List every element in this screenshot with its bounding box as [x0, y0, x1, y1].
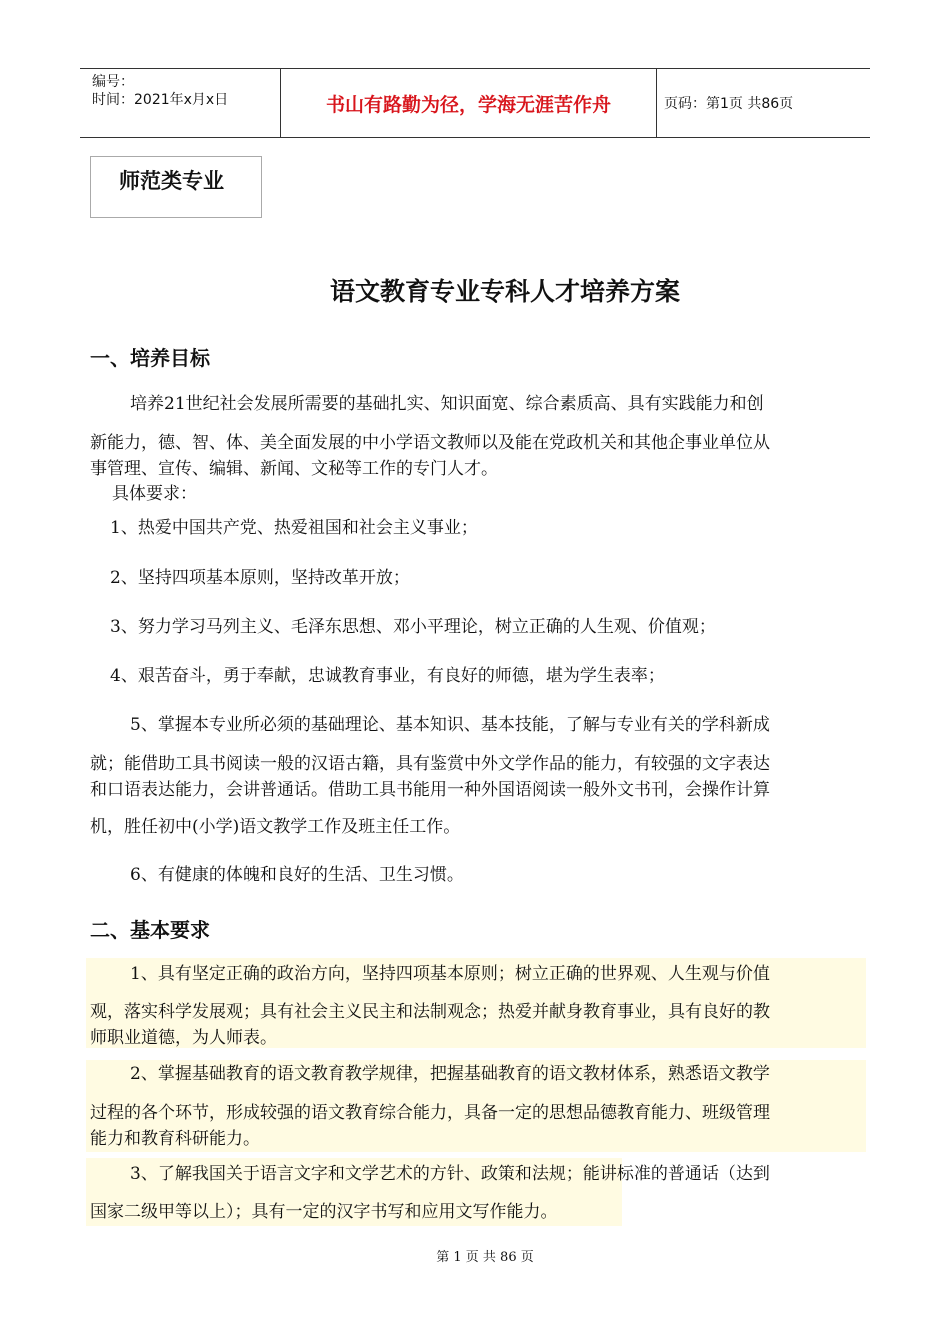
paragraph-line: 事管理、宣传、编辑、新闻、文秘等工作的专门人才。: [90, 459, 498, 479]
page-footer: 第 1 页 共 86 页: [436, 1250, 534, 1265]
paragraph-line: 新能力，德、智、体、美全面发展的中小学语文教师以及能在党政机关和其他企事业单位从: [90, 433, 770, 453]
paragraph-line: 和口语表达能力，会讲普通话。借助工具书能用一种外国语阅读一般外文书刊，会操作计算: [90, 780, 770, 800]
list-item: 1、具有坚定正确的政治方向，坚持四项基本原则；树立正确的世界观、人生观与价值: [130, 964, 770, 984]
page-info: 页码：第1页 共86页: [664, 96, 794, 112]
header-meta: [80, 69, 280, 137]
paragraph-line: 师职业道德，为人师表。: [90, 1028, 277, 1048]
document-title: 语文教育专业专科人才培养方案: [329, 277, 680, 306]
header-motto: 书山有路勤为径，学海无涯苦作舟: [325, 93, 611, 116]
section1-heading: 一、培养目标: [90, 346, 210, 370]
page-header: [80, 68, 870, 138]
paragraph-line: 就；能借助工具书阅读一般的汉语古籍，具有鉴赏中外文学作品的能力，有较强的文字表达: [90, 754, 770, 774]
list-item: 3、努力学习马列主义、毛泽东思想、邓小平理论，树立正确的人生观、价值观；: [110, 617, 716, 637]
category-box: [90, 156, 262, 218]
list-item: 1、热爱中国共产党、热爱祖国和社会主义事业；: [110, 518, 478, 538]
list-item: 3、了解我国关于语言文字和文学艺术的方针、政策和法规；能讲标准的普通话（达到: [130, 1164, 770, 1184]
paragraph-line: 过程的各个环节，形成较强的语文教育综合能力，具备一定的思想品德教育能力、班级管理: [90, 1103, 770, 1123]
time-label: 时间：2021年x月x日: [92, 92, 229, 108]
list-item: 4、艰苦奋斗，勇于奉献，忠诚教育事业，有良好的师德，堪为学生表率；: [110, 666, 665, 686]
section2-heading: 二、基本要求: [90, 918, 210, 942]
header-motto-cell: [280, 69, 657, 137]
list-item: 2、掌握基础教育的语文教育教学规律，把握基础教育的语文教材体系，熟悉语文教学: [130, 1064, 770, 1084]
list-item: 5、掌握本专业所必须的基础理论、基本知识、基本技能，了解与专业有关的学科新成: [130, 715, 770, 735]
paragraph-line: 观，落实科学发展观；具有社会主义民主和法制观念；热爱并献身教育事业，具有良好的教: [90, 1002, 770, 1022]
list-item: 2、坚持四项基本原则，坚持改革开放；: [110, 568, 410, 588]
number-label: 编号：: [92, 74, 134, 90]
paragraph-line: 培养21世纪社会发展所需要的基础扎实、知识面宽、综合素质高、具有实践能力和创: [130, 394, 764, 414]
category-label: 师范类专业: [119, 169, 224, 193]
paragraph-line: 国家二级甲等以上）；具有一定的汉字书写和应用文写作能力。: [90, 1202, 558, 1222]
paragraph-line: 能力和教育科研能力。: [90, 1129, 260, 1149]
paragraph-line: 具体要求：: [112, 484, 197, 504]
list-item: 6、有健康的体魄和良好的生活、卫生习惯。: [130, 865, 464, 885]
paragraph-line: 机，胜任初中(小学)语文教学工作及班主任工作。: [90, 817, 461, 837]
